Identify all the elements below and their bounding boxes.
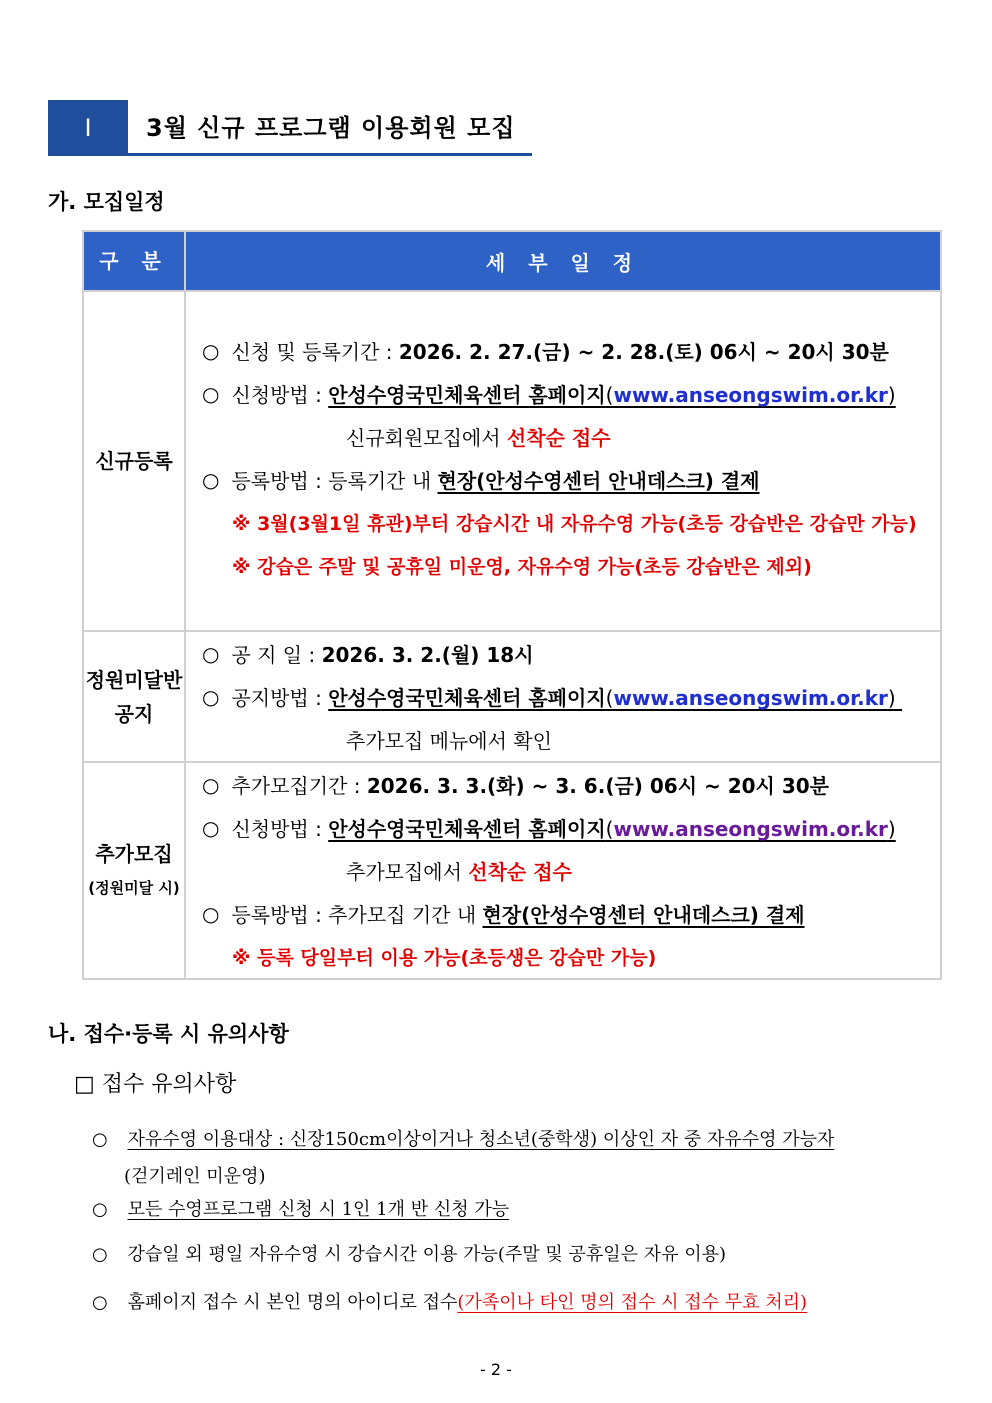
circle-bullet-icon: ○ [202, 467, 220, 492]
circle-bullet-icon: ○ [202, 684, 220, 709]
category-label: 정원미달반 [85, 667, 183, 692]
detail-label: 공지방법 : [231, 686, 322, 710]
list-item [92, 1240, 726, 1266]
row-category [83, 762, 185, 979]
schedule-table [82, 230, 942, 980]
detail-line [202, 763, 940, 806]
row-category [83, 631, 185, 762]
row-details [185, 631, 941, 762]
circle-bullet-icon: ○ [202, 641, 220, 666]
detail-line [202, 892, 940, 935]
site-name: 안성수영국민체육센터 홈페이지 [328, 686, 606, 710]
detail-text: 추가모집에서 [346, 860, 462, 884]
circle-bullet-icon: ○ [92, 1129, 108, 1150]
table-row [83, 291, 941, 631]
detail-value: 2026. 3. 2.(월) 18시 [321, 643, 534, 667]
circle-bullet-icon: ○ [202, 901, 220, 926]
circle-bullet-icon: ○ [92, 1199, 108, 1220]
category-label: 공지 [114, 701, 154, 726]
table-row [83, 631, 941, 762]
site-name: 안성수영국민체육센터 홈페이지 [328, 383, 606, 407]
item-text: 자유수영 이용대상 : 신장150cm이상이거나 청소년(중학생) 이상인 자 중 자유수영 가능자 [127, 1129, 835, 1150]
detail-line [202, 329, 940, 372]
section-title: 3월 신규 프로그램 이용회원 모집 [146, 114, 516, 142]
detail-label: 신청방법 : [231, 817, 322, 841]
row-category [83, 291, 185, 631]
detail-label: 신청방법 : [231, 383, 322, 407]
note-line: ※ 강습은 주말 및 공휴일 미운영, 자유수영 가능(초등 강습반은 제외) [232, 556, 812, 578]
circle-bullet-icon: ○ [92, 1244, 108, 1265]
item-warning-text: (가족이나 타인 명의 접수 시 접수 무효 처리) [457, 1292, 808, 1313]
detail-line: ○ 신청방법 : 안성수영국민체육센터 홈페이지(www.anseongswim.or.kr) [202, 372, 940, 415]
detail-value: 2026. 3. 3.(화) ~ 3. 6.(금) 06시 ~ 20시 30분 [366, 774, 829, 798]
detail-label: 등록방법 : 등록기간 내 [231, 469, 432, 493]
subheading-notice: 나. 접수·등록 시 유의사항 [48, 1022, 289, 1046]
list-item [92, 1288, 807, 1314]
circle-bullet-icon: ○ [202, 815, 220, 840]
section-underline [48, 153, 532, 156]
subheading-schedule: 가. 모집일정 [48, 190, 165, 214]
row-details [185, 762, 941, 979]
header-details: 세 부 일 정 [185, 231, 941, 291]
category-label: 신규등록 [95, 449, 173, 473]
category-sublabel: (정원미달 시) [88, 878, 180, 897]
item-text: 강습일 외 평일 자유수영 시 강습시간 이용 가능(주말 및 공휴일은 자유 이용) [127, 1244, 727, 1265]
table-header-row [83, 231, 941, 291]
item-text: 모든 수영프로그램 신청 시 1인 1개 반 신청 가능 [127, 1199, 510, 1220]
detail-value: 현장(안성수영센터 안내데스크) 결제 [482, 903, 805, 927]
note-line: ※ 3월(3월1일 휴관)부터 강습시간 내 자유수영 가능(초등 강습반은 강습만 가능) [232, 513, 917, 535]
site-link[interactable]: www.anseongswim.or.kr [613, 817, 888, 841]
detail-value: 2026. 2. 27.(금) ~ 2. 28.(토) 06시 ~ 20시 30분 [398, 340, 889, 364]
list-item [92, 1195, 509, 1221]
site-link[interactable]: www.anseongswim.or.kr [613, 686, 888, 710]
detail-line: ○ 공지방법 : 안성수영국민체육센터 홈페이지(www.anseongswim.or.kr) [202, 675, 940, 718]
site-link[interactable]: www.anseongswim.or.kr [613, 383, 888, 407]
notice-box-heading: □ 접수 유의사항 [74, 1072, 237, 1097]
list-item [92, 1125, 834, 1151]
detail-text: 추가모집 메뉴에서 확인 [346, 729, 552, 753]
page-number: - 2 - [480, 1360, 512, 1379]
circle-bullet-icon: ○ [202, 772, 220, 797]
detail-value: 현장(안성수영센터 안내데스크) 결제 [437, 469, 760, 493]
category-label: 추가모집 [95, 841, 173, 866]
highlight-text: 선착순 접수 [468, 860, 572, 884]
detail-text: 신규회원모집에서 [346, 426, 501, 450]
header-category: 구 분 [83, 231, 185, 291]
detail-label: 등록방법 : 추가모집 기간 내 [231, 903, 477, 927]
site-name: 안성수영국민체육센터 홈페이지 [328, 817, 606, 841]
circle-bullet-icon: ○ [202, 338, 220, 363]
circle-bullet-icon: ○ [92, 1292, 108, 1313]
detail-line [202, 458, 940, 501]
item-text: 홈페이지 접수 시 본인 명의 아이디로 접수 [127, 1292, 458, 1313]
circle-bullet-icon: ○ [202, 381, 220, 406]
detail-line: ○ 신청방법 : 안성수영국민체육센터 홈페이지(www.anseongswim.or.kr) [202, 806, 940, 849]
note-line: ※ 등록 당일부터 이용 가능(초등생은 강습만 가능) [232, 947, 657, 969]
detail-label: 신청 및 등록기간 : [231, 340, 393, 364]
detail-line [202, 718, 940, 761]
table-row [83, 762, 941, 979]
detail-label: 추가모집기간 : [231, 774, 361, 798]
detail-line [202, 849, 940, 892]
detail-line [202, 415, 940, 458]
section-number: Ⅰ [48, 100, 128, 155]
list-item-continuation: (걷기레인 미운영) [124, 1166, 266, 1187]
detail-line [202, 632, 940, 675]
highlight-text: 선착순 접수 [506, 426, 611, 450]
row-details [185, 291, 941, 631]
detail-label: 공 지 일 : [231, 643, 316, 667]
